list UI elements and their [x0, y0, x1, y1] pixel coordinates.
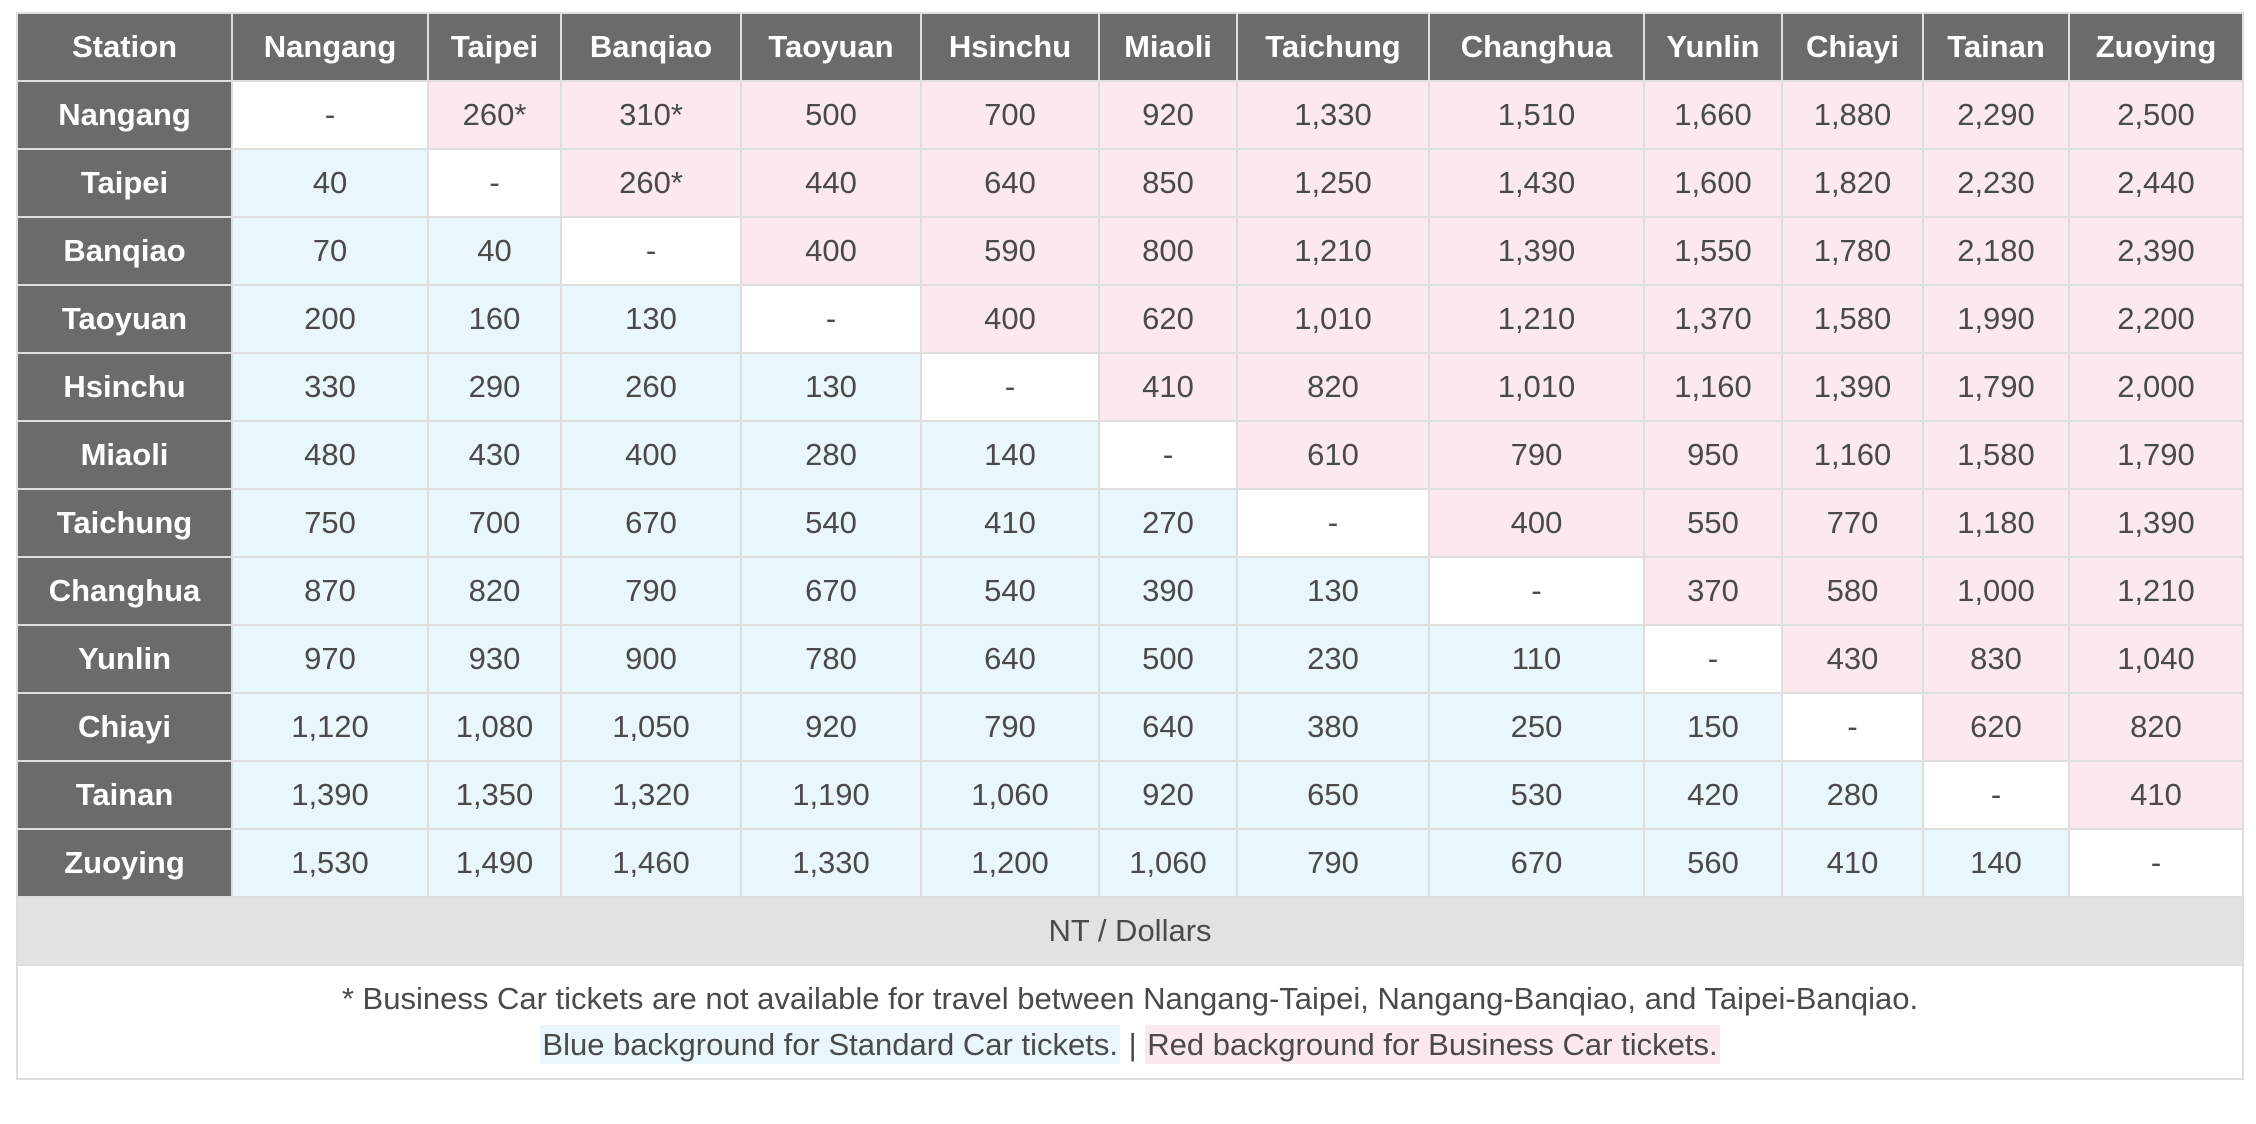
fare-cell: 920 [1099, 761, 1237, 829]
fare-cell: 1,320 [561, 761, 741, 829]
table-row [17, 421, 2243, 489]
fare-cell: 2,290 [1923, 81, 2069, 149]
fare-cell: - [1782, 693, 1923, 761]
fare-cell: 260* [428, 81, 561, 149]
fare-table-container [16, 12, 2242, 1080]
table-row [17, 217, 2243, 285]
fare-cell: 1,820 [1782, 149, 1923, 217]
fare-cell: - [1923, 761, 2069, 829]
fare-cell: 440 [741, 149, 921, 217]
fare-cell: 1,160 [1644, 353, 1782, 421]
fare-cell: 270 [1099, 489, 1237, 557]
column-header-taoyuan: Taoyuan [741, 13, 921, 81]
fare-cell: 1,050 [561, 693, 741, 761]
table-row [17, 557, 2243, 625]
fare-cell: 700 [921, 81, 1099, 149]
fare-cell: 640 [1099, 693, 1237, 761]
fare-cell: 920 [1099, 81, 1237, 149]
fare-cell: 130 [1237, 557, 1429, 625]
table-row [17, 353, 2243, 421]
fare-cell: 1,080 [428, 693, 561, 761]
fare-cell: 1,390 [2069, 489, 2243, 557]
fare-cell: - [1644, 625, 1782, 693]
fare-cell: 1,160 [1782, 421, 1923, 489]
fare-cell: 130 [561, 285, 741, 353]
fare-cell: 140 [921, 421, 1099, 489]
fare-cell: 110 [1429, 625, 1644, 693]
table-row [17, 285, 2243, 353]
fare-cell: 500 [741, 81, 921, 149]
fare-cell: 820 [428, 557, 561, 625]
fare-cell: 590 [921, 217, 1099, 285]
fare-cell: 410 [2069, 761, 2243, 829]
fare-cell: 1,040 [2069, 625, 2243, 693]
fare-cell: 670 [741, 557, 921, 625]
fare-cell: 610 [1237, 421, 1429, 489]
row-header-banqiao: Banqiao [17, 217, 232, 285]
row-header-taichung: Taichung [17, 489, 232, 557]
legend [18, 1022, 2242, 1068]
table-row [17, 489, 2243, 557]
fare-cell: 430 [428, 421, 561, 489]
fare-cell: 280 [741, 421, 921, 489]
fare-cell: - [921, 353, 1099, 421]
column-header-nangang: Nangang [232, 13, 428, 81]
fare-cell: 370 [1644, 557, 1782, 625]
unit-row [17, 897, 2243, 965]
fare-cell: - [1099, 421, 1237, 489]
column-header-taichung: Taichung [1237, 13, 1429, 81]
fare-cell: 1,430 [1429, 149, 1644, 217]
fare-cell: 1,210 [1237, 217, 1429, 285]
fare-cell: - [561, 217, 741, 285]
fare-cell: 2,200 [2069, 285, 2243, 353]
row-header-chiayi: Chiayi [17, 693, 232, 761]
fare-cell: 1,120 [232, 693, 428, 761]
column-header-taipei: Taipei [428, 13, 561, 81]
fare-cell: 920 [741, 693, 921, 761]
fare-cell: 1,530 [232, 829, 428, 897]
fare-cell: 140 [1923, 829, 2069, 897]
column-header-hsinchu: Hsinchu [921, 13, 1099, 81]
legend-business: Red background for Business Car tickets. [1147, 1027, 1718, 1062]
fare-cell: 900 [561, 625, 741, 693]
fare-cell: 790 [1237, 829, 1429, 897]
fare-cell: 380 [1237, 693, 1429, 761]
fare-cell: 40 [232, 149, 428, 217]
fare-cell: 560 [1644, 829, 1782, 897]
fare-cell: 1,390 [1429, 217, 1644, 285]
column-header-changhua: Changhua [1429, 13, 1644, 81]
legend-separator: | [1128, 1027, 1137, 1062]
header-row [17, 13, 2243, 81]
fare-cell: 970 [232, 625, 428, 693]
fare-cell: - [232, 81, 428, 149]
fare-cell: 160 [428, 285, 561, 353]
row-header-miaoli: Miaoli [17, 421, 232, 489]
fare-cell: 2,500 [2069, 81, 2243, 149]
notes-cell [17, 965, 2243, 1079]
fare-cell: 260* [561, 149, 741, 217]
fare-cell: 410 [1099, 353, 1237, 421]
fare-cell: 780 [741, 625, 921, 693]
fare-cell: 1,060 [1099, 829, 1237, 897]
fare-cell: 1,790 [2069, 421, 2243, 489]
fare-cell: 390 [1099, 557, 1237, 625]
footnote: * Business Car tickets are not available for travel between Nangang-Taipei, Nangang-Banqiao, and Taipei-Banqiao. [341, 981, 1919, 1016]
fare-cell: 620 [1099, 285, 1237, 353]
fare-cell: 670 [1429, 829, 1644, 897]
row-header-hsinchu: Hsinchu [17, 353, 232, 421]
fare-cell: 400 [921, 285, 1099, 353]
fare-cell: - [1237, 489, 1429, 557]
corner-header: Station [17, 13, 232, 81]
fare-cell: 290 [428, 353, 561, 421]
table-row [17, 693, 2243, 761]
fare-cell: 820 [2069, 693, 2243, 761]
fare-cell: 930 [428, 625, 561, 693]
fare-cell: 540 [741, 489, 921, 557]
fare-cell: 1,330 [741, 829, 921, 897]
fare-cell: 1,880 [1782, 81, 1923, 149]
fare-cell: 410 [921, 489, 1099, 557]
fare-cell: 410 [1782, 829, 1923, 897]
fare-cell: 1,350 [428, 761, 561, 829]
fare-cell: 1,460 [561, 829, 741, 897]
fare-cell: 150 [1644, 693, 1782, 761]
fare-cell: 70 [232, 217, 428, 285]
fare-cell: 620 [1923, 693, 2069, 761]
fare-cell: 40 [428, 217, 561, 285]
fare-cell: - [1429, 557, 1644, 625]
fare-cell: 540 [921, 557, 1099, 625]
fare-cell: 130 [741, 353, 921, 421]
fare-cell: 650 [1237, 761, 1429, 829]
unit-label: NT / Dollars [17, 897, 2243, 965]
notes-row [17, 965, 2243, 1079]
table-row [17, 149, 2243, 217]
table-row [17, 829, 2243, 897]
row-header-taoyuan: Taoyuan [17, 285, 232, 353]
fare-cell: 1,330 [1237, 81, 1429, 149]
row-header-zuoying: Zuoying [17, 829, 232, 897]
row-header-tainan: Tainan [17, 761, 232, 829]
fare-cell: 1,200 [921, 829, 1099, 897]
row-header-nangang: Nangang [17, 81, 232, 149]
fare-cell: 550 [1644, 489, 1782, 557]
fare-cell: 830 [1923, 625, 2069, 693]
fare-cell: 1,180 [1923, 489, 2069, 557]
fare-cell: 500 [1099, 625, 1237, 693]
fare-cell: 2,230 [1923, 149, 2069, 217]
fare-cell: 580 [1782, 557, 1923, 625]
fare-cell: 670 [561, 489, 741, 557]
column-header-zuoying: Zuoying [2069, 13, 2243, 81]
fare-cell: 530 [1429, 761, 1644, 829]
fare-cell: 1,210 [1429, 285, 1644, 353]
fare-cell: - [428, 149, 561, 217]
fare-cell: 700 [428, 489, 561, 557]
fare-cell: 400 [1429, 489, 1644, 557]
fare-body [17, 81, 2243, 897]
column-header-tainan: Tainan [1923, 13, 2069, 81]
fare-cell: 850 [1099, 149, 1237, 217]
fare-cell: 2,390 [2069, 217, 2243, 285]
fare-cell: 1,660 [1644, 81, 1782, 149]
legend-standard: Blue background for Standard Car tickets. [542, 1027, 1118, 1062]
column-header-yunlin: Yunlin [1644, 13, 1782, 81]
fare-cell: 1,780 [1782, 217, 1923, 285]
table-row [17, 81, 2243, 149]
fare-cell: 200 [232, 285, 428, 353]
fare-cell: 1,010 [1237, 285, 1429, 353]
fare-cell: 950 [1644, 421, 1782, 489]
fare-cell: 750 [232, 489, 428, 557]
fare-cell: 1,190 [741, 761, 921, 829]
fare-cell: 400 [741, 217, 921, 285]
fare-cell: 1,390 [1782, 353, 1923, 421]
fare-cell: 260 [561, 353, 741, 421]
fare-cell: 1,510 [1429, 81, 1644, 149]
fare-cell: 280 [1782, 761, 1923, 829]
fare-cell: 1,990 [1923, 285, 2069, 353]
row-header-taipei: Taipei [17, 149, 232, 217]
fare-cell: 640 [921, 625, 1099, 693]
row-header-yunlin: Yunlin [17, 625, 232, 693]
column-header-miaoli: Miaoli [1099, 13, 1237, 81]
fare-cell: 1,580 [1923, 421, 2069, 489]
fare-cell: 420 [1644, 761, 1782, 829]
row-header-changhua: Changhua [17, 557, 232, 625]
fare-cell: 800 [1099, 217, 1237, 285]
fare-cell: 1,000 [1923, 557, 2069, 625]
table-row [17, 625, 2243, 693]
fare-cell: 790 [561, 557, 741, 625]
fare-cell: 400 [561, 421, 741, 489]
fare-cell: 250 [1429, 693, 1644, 761]
column-header-banqiao: Banqiao [561, 13, 741, 81]
column-header-chiayi: Chiayi [1782, 13, 1923, 81]
fare-cell: 640 [921, 149, 1099, 217]
fare-cell: 1,210 [2069, 557, 2243, 625]
fare-cell: 1,550 [1644, 217, 1782, 285]
fare-table [16, 12, 2244, 1080]
fare-cell: 1,390 [232, 761, 428, 829]
fare-cell: 820 [1237, 353, 1429, 421]
fare-cell: 310* [561, 81, 741, 149]
fare-cell: 2,000 [2069, 353, 2243, 421]
fare-cell: 1,010 [1429, 353, 1644, 421]
fare-cell: 2,440 [2069, 149, 2243, 217]
fare-cell: 770 [1782, 489, 1923, 557]
fare-cell: - [741, 285, 921, 353]
fare-cell: 790 [1429, 421, 1644, 489]
fare-cell: 1,580 [1782, 285, 1923, 353]
fare-cell: 1,250 [1237, 149, 1429, 217]
fare-cell: 1,790 [1923, 353, 2069, 421]
fare-cell: 1,490 [428, 829, 561, 897]
fare-cell: 1,370 [1644, 285, 1782, 353]
table-row [17, 761, 2243, 829]
fare-cell: 1,060 [921, 761, 1099, 829]
fare-cell: 2,180 [1923, 217, 2069, 285]
fare-cell: - [2069, 829, 2243, 897]
fare-cell: 870 [232, 557, 428, 625]
fare-cell: 230 [1237, 625, 1429, 693]
fare-cell: 480 [232, 421, 428, 489]
fare-cell: 790 [921, 693, 1099, 761]
fare-cell: 430 [1782, 625, 1923, 693]
fare-cell: 330 [232, 353, 428, 421]
fare-cell: 1,600 [1644, 149, 1782, 217]
